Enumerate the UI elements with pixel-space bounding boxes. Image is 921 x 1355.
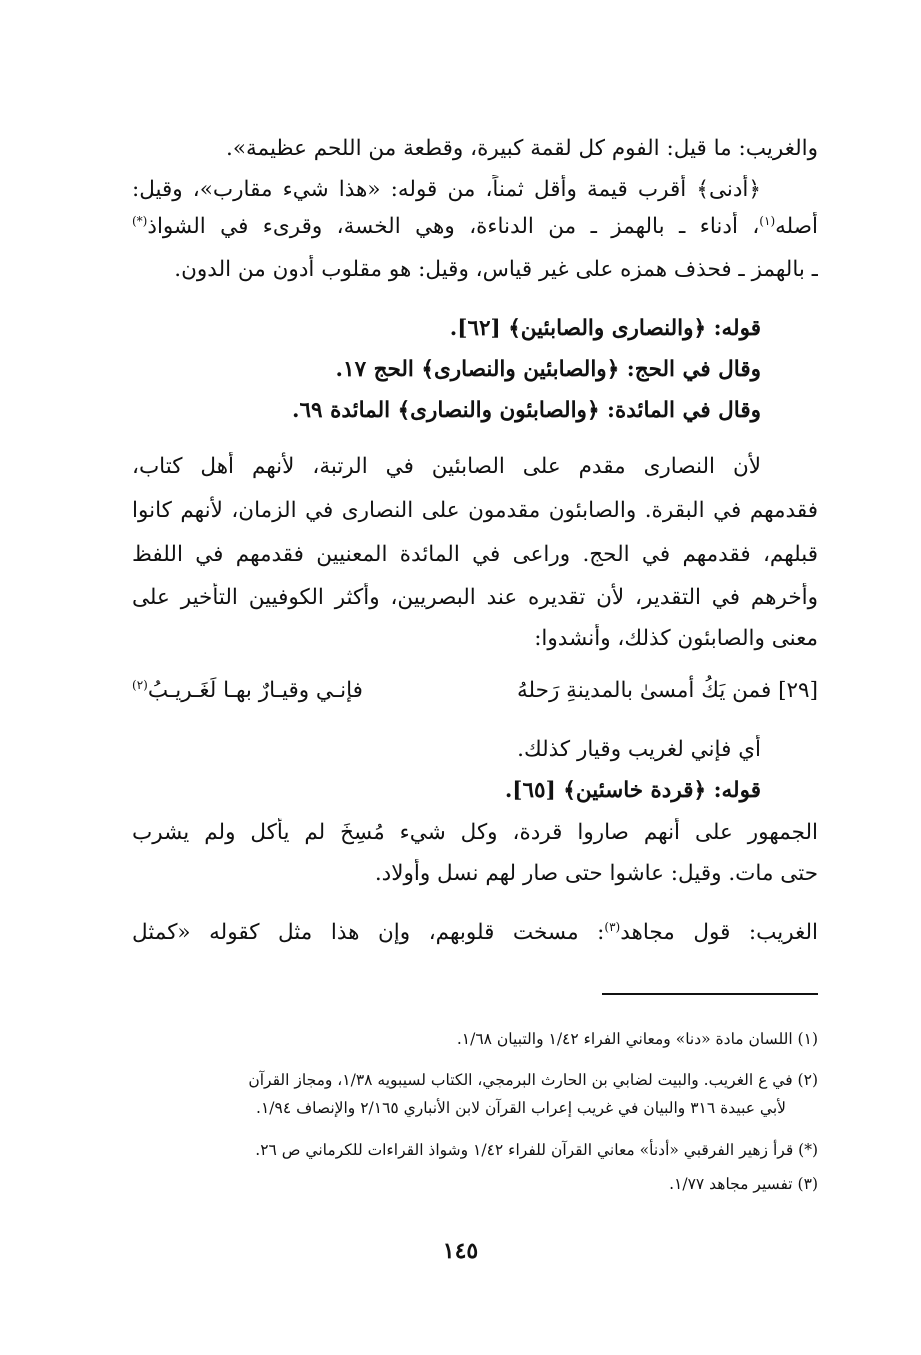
body-line: فقدمهم في البقرة. والصابئون مقدمون على النصارى في الزمان، لأنهم كانوا	[132, 498, 818, 523]
text-run: : مسخت قلوبهم، وإن هذا مثل كقوله «كمثل	[132, 920, 605, 945]
text-run: ، أدناء ـ بالهمز ـ من الدناءة، وهي الخسة، وقرىء في الشواذ	[147, 214, 760, 239]
body-line: ـ بالهمز ـ فحذف همزه على غير قياس، وقيل: هو مقلوب أدون من الدون.	[174, 257, 818, 282]
footnote: (١) اللسان مادة «دنا» ومعاني الفراء ١/٤٢ والتبيان ١/٦٨.	[456, 1030, 818, 1048]
footnote: (٢) في ع الغريب. والبيت لضابي بن الحارث البرمجي، الكتاب لسيبويه ١/٣٨، ومجاز القرآن	[248, 1071, 818, 1089]
verse	[132, 676, 818, 712]
verse-second-hemistich	[132, 676, 363, 712]
quote-line: وقال في المائدة: ﴿والصابئون والنصارى﴾ المائدة ٦٩.	[291, 398, 761, 423]
body-line: قبلهم، فقدمهم في الحج. وراعى في المائدة المعنيين فقدمهم في اللفظ	[132, 542, 818, 567]
footnote-ref: (٣)	[604, 919, 621, 934]
quote-line: وقال في الحج: ﴿والصابئين والنصارى﴾ الحج ١٧.	[335, 357, 761, 382]
body-line: أي فإني لغريب وقيار كذلك.	[517, 737, 761, 762]
body-line	[132, 212, 818, 244]
quote-line: قوله: ﴿والنصارى والصابئين﴾ [٦٢].	[449, 316, 761, 341]
text-run: أصله	[775, 214, 818, 239]
body-line: لأن النصارى مقدم على الصابئين في الرتبة، لأنهم أهل كتاب،	[132, 454, 761, 479]
page-number: ١٤٥	[442, 1238, 479, 1264]
footnote: لأبي عبيدة ٣١٦ والبيان في غريب إعراب القرآن لابن الأنباري ٢/١٦٥ والإنصاف ١/٩٤.	[256, 1099, 786, 1117]
footnote-ref: (٢)	[132, 677, 148, 692]
body-line: معنى والصابئون كذلك، وأنشدوا:	[534, 626, 818, 651]
verse-number: [٢٩]	[778, 678, 818, 703]
body-line: ﴿أدنى﴾ أقرب قيمة وأقل ثمناً، من قوله: «هذا شيء مقارب»، وقيل:	[132, 177, 761, 202]
footnote-ref: (١)	[759, 213, 776, 228]
body-line: والغريب: ما قيل: الفوم كل لقمة كبيرة، وقطعة من اللحم عظيمة».	[226, 136, 818, 161]
verse-text: فمن يَكُ أمسىٰ بالمدينةِ رَحلهُ	[517, 678, 772, 703]
body-line: وأخرهم في التقدير، لأن تقديره عند البصريين، وأكثر الكوفيين التأخير على	[132, 585, 818, 610]
body-line: حتى مات. وقيل: عاشوا حتى صار لهم نسل وأولاد.	[374, 861, 818, 886]
quote-line: قوله: ﴿قردة خاسئين﴾ [٦٥].	[504, 778, 761, 803]
verse-text: فإنـي وقيـارٌ بهـا لَغَـريـبُ	[147, 678, 363, 703]
body-line	[132, 918, 818, 950]
footnote: (*) قرأ زهير الفرقبي «أدنأ» معاني القرآن للفراء ١/٤٢ وشواذ القراءات للكرماني ص ٢٦.	[255, 1141, 818, 1159]
footnote: (٣) تفسير مجاهد ١/٧٧.	[669, 1175, 818, 1193]
body-line: الجمهور على أنهم صاروا قردة، وكل شيء مُسِخَ لم يأكل ولم يشرب	[132, 820, 818, 845]
footnote-divider	[602, 993, 818, 995]
verse-first-hemistich	[517, 676, 818, 712]
text-run: الغريب: قول مجاهد	[620, 920, 818, 945]
footnote-ref: (*)	[132, 213, 148, 228]
